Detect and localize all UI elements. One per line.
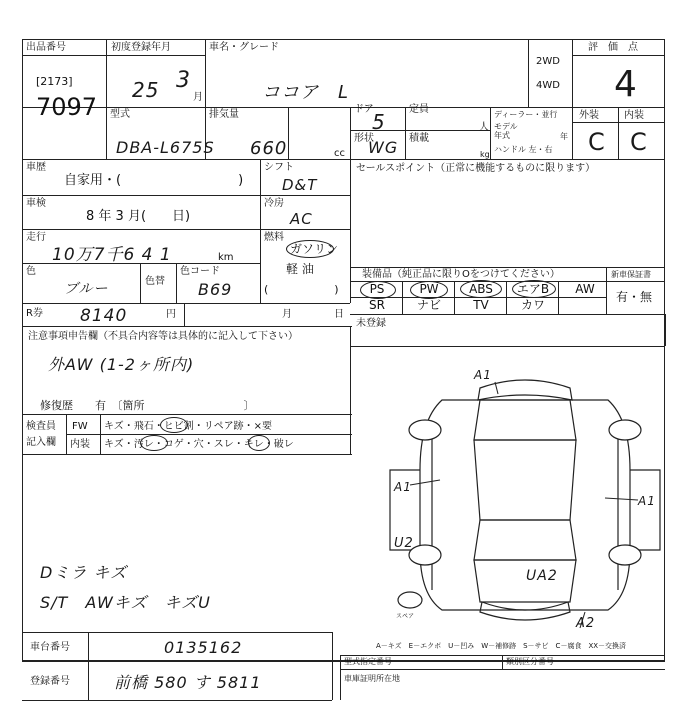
first-registration-year: 25 — [132, 78, 160, 102]
unregistered-label: 未登録 — [356, 318, 386, 329]
recycle-value: 8140 — [80, 306, 128, 326]
equipment-row2-item-3: カワ — [520, 298, 545, 312]
shaken-label: 車検 — [26, 198, 46, 209]
model-value: DBA-L675S — [116, 138, 215, 157]
equipment-row1-item-3: エアB — [516, 282, 550, 296]
chassis-label: 車台番号 — [30, 642, 70, 653]
damage-mark-right: A1 — [638, 494, 656, 508]
color-label: 色 — [26, 266, 36, 277]
car-damage-diagram — [380, 360, 670, 640]
sales-point-label: セールスポイント（正常に機能するものに限ります） — [356, 163, 596, 174]
history-label: 車歴 — [26, 162, 46, 173]
damage-legend: A－キズ E－エクボ U－凹み W－補修跡 S－サビ C－腐食 XX－交換済 — [376, 642, 627, 650]
mileage-value: 10万7千6 4 1 — [52, 245, 172, 265]
score-value: 4 — [614, 64, 638, 105]
exterior-value: C — [588, 128, 606, 156]
first-registration-month: 3 — [176, 68, 191, 93]
scuff-circle — [248, 435, 270, 451]
color-code-value: B69 — [198, 280, 233, 299]
score-label: 評 価 点 — [588, 42, 638, 53]
load-label: 積載 — [409, 133, 429, 144]
cc-unit: cc — [334, 148, 345, 159]
inspector-row2: キズ・汚レ・コゲ・穴・スレ・キレ・破レ — [104, 439, 294, 450]
car-name-value: ココア L — [262, 82, 350, 103]
drive-2wd: 2WD — [536, 56, 560, 67]
inspector-row2-head: 内装 — [70, 439, 90, 450]
color-change-label: 色替 — [145, 276, 165, 287]
shift-label: シフト — [264, 162, 294, 173]
equipment-row1-item-0: PS — [369, 282, 385, 296]
recycle-label: R券 — [26, 308, 43, 319]
type-cert-label: 型式指定番号 — [344, 657, 392, 666]
notes-label: 注意事項申告欄（不具合内容等は具体的に記入して下さい） — [28, 331, 298, 342]
equipment-row1-item-4: AW — [575, 282, 595, 296]
history-value: 自家用・( ) — [64, 173, 244, 188]
person-unit: 人 — [479, 122, 489, 133]
recycle-day: 日 — [334, 309, 344, 320]
handle-label: ハンドル 左・右 — [494, 145, 553, 154]
drive-4wd: 4WD — [536, 80, 560, 91]
new-warranty-label: 新車保証書 — [611, 270, 651, 279]
equipment-label: 装備品（純正品に限りOをつけてください） — [362, 269, 560, 280]
aircon-label: 冷房 — [264, 198, 284, 209]
year-unit: 年 — [560, 132, 568, 141]
shape-value: WG — [368, 138, 399, 157]
displacement-value: 660 — [250, 138, 288, 159]
damage-mark-rear-bumper: A2 — [576, 616, 596, 631]
lot-number: 7097 — [36, 93, 98, 121]
color-value: ブルー — [64, 281, 109, 297]
month-unit: 月 — [193, 92, 203, 103]
warranty-value: 有・無 — [616, 290, 653, 304]
shape-label: 形状 — [354, 133, 374, 144]
fuel-gasoline: ガソリン — [290, 242, 339, 256]
mileage-label: 走行 — [26, 232, 46, 243]
interior-value: C — [630, 128, 648, 156]
aircon-value: AC — [290, 210, 313, 228]
exterior-label: 外装 — [579, 110, 599, 121]
fuel-paren: ( ) — [264, 283, 339, 296]
registration-value: 前橋 580 す 5811 — [114, 673, 262, 692]
inspector-row1: キズ・飛石・ヒビ割・リペア跡・×要 — [104, 421, 272, 432]
fuel-label: 燃料 — [264, 232, 284, 243]
damage-mark-left: A1 — [394, 480, 412, 494]
interior-label: 内装 — [624, 110, 644, 121]
recycle-month: 月 — [282, 309, 292, 320]
stain-circle — [140, 435, 168, 451]
damage-mark-rear: UA2 — [526, 568, 558, 584]
class-number-label: 類別区分番号 — [506, 657, 554, 666]
equipment-row1-item-1: PW — [419, 282, 439, 296]
registration-label: 登録番号 — [30, 676, 70, 687]
handnote-line-1: Dミラ キズ — [40, 563, 128, 582]
fuel-diesel: 軽 油 — [286, 262, 314, 276]
handnote-line-2: S/T AWキズ キズU — [40, 593, 211, 612]
kg-unit: kg — [480, 150, 490, 159]
dealer-label: ディーラー・並行 — [494, 110, 558, 119]
equipment-row1-item-2: ABS — [469, 282, 493, 296]
inspector-label-2: 記入欄 — [26, 437, 56, 448]
lot-label: 出品番号 — [26, 42, 66, 53]
first-registration-label: 初度登録年月 — [111, 42, 171, 53]
door-label: ドア — [354, 104, 374, 115]
damage-mark-left-rear: U2 — [394, 536, 414, 551]
lot-code: [2173] — [36, 75, 73, 88]
notes-handwritten: 外AW (1-2ヶ所内) — [48, 355, 195, 374]
chassis-value: 0135162 — [164, 638, 243, 657]
spare-label: スペア — [396, 613, 415, 620]
equipment-row2-item-1: ナビ — [416, 298, 441, 312]
fuel-gasoline-circle — [286, 240, 334, 258]
shaken-value: 8 年 3 月( 日) — [86, 209, 191, 224]
inspector-row1-head: FW — [72, 421, 88, 432]
model-label: 型式 — [110, 109, 130, 120]
displacement-label: 排気量 — [209, 109, 239, 120]
color-code-label: 色コード — [180, 266, 220, 277]
yen-unit: 円 — [166, 309, 176, 320]
garage-cert-label: 車庫証明所在地 — [344, 674, 400, 683]
damage-mark-front: A1 — [474, 368, 492, 382]
repair-history-label: 修復歴 有 〔箇所 〕 — [40, 399, 255, 412]
km-unit: km — [218, 252, 234, 263]
equipment-row2-item-2: TV — [473, 298, 489, 312]
model-year-label: モデル 年式 — [494, 122, 518, 140]
equipment-row2-item-0: SR — [369, 298, 385, 312]
shift-value: D&T — [282, 176, 318, 194]
door-value: 5 — [372, 110, 386, 134]
car-name-label: 車名・グレード — [209, 42, 279, 53]
inspector-label-1: 検査員 — [26, 421, 56, 432]
flying-stone-circle — [160, 417, 188, 433]
capacity-label: 定員 — [409, 104, 429, 115]
